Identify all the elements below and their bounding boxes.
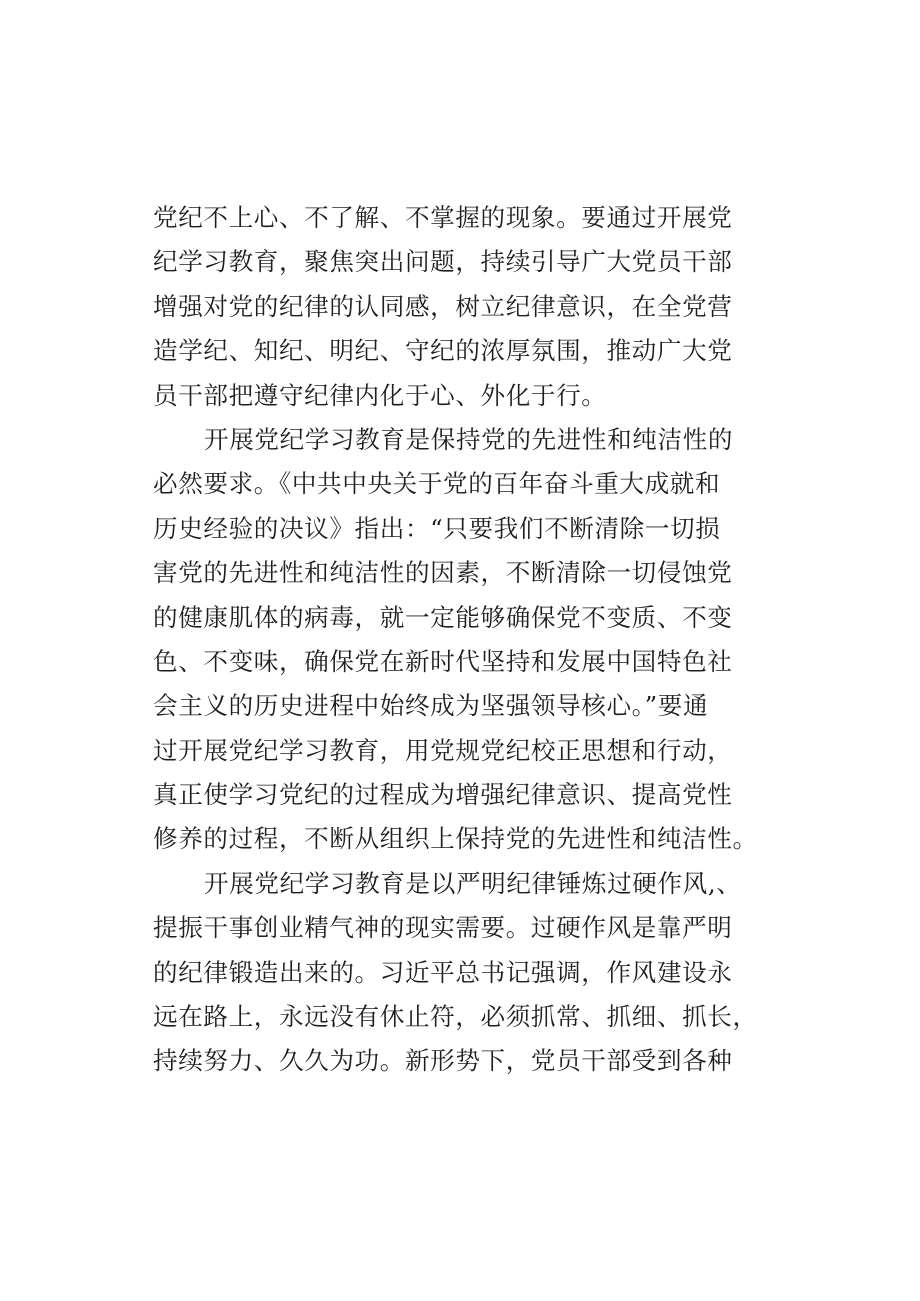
text-line: 修养的过程，不断从组织上保持党的先进性和纯洁性。 — [153, 824, 758, 854]
text-line: 害党的先进性和纯洁性的因素，不断清除一切侵蚀党 — [153, 558, 733, 588]
text-line: 的健康肌体的病毒，就一定能够确保党不变质、不变 — [153, 602, 733, 632]
text-line: 过开展党纪学习教育，用党规党纪校正思想和行动， — [153, 735, 733, 765]
text-line: 员干部把遵守纪律内化于心、外化于行。 — [153, 380, 607, 410]
text-line: 的纪律锻造出来的。习近平总书记强调，作风建设永 — [153, 957, 733, 987]
text-line: 真正使学习党纪的过程成为增强纪律意识、提高党性 — [153, 780, 733, 810]
text-line: 历史经验的决议》指出：“只要我们不断清除一切损 — [153, 513, 721, 543]
text-line: 提振干事创业精气神的现实需要。过硬作风是靠严明 — [153, 913, 733, 943]
body-text — [153, 196, 773, 1084]
paragraph-first-line: 开展党纪学习教育是保持党的先进性和纯洁性的 — [204, 424, 734, 454]
text-line: 远在路上，永远没有休止符，必须抓常、抓细、抓长， — [153, 1002, 758, 1032]
text-line: 党纪不上心、不了解、不掌握的现象。要通过开展党 — [153, 203, 733, 232]
text-line: 持续努力、久久为功。新形势下，党员干部受到各种 — [153, 1046, 733, 1076]
paragraph-first-line: 开展党纪学习教育是以严明纪律锤炼过硬作风,、 — [204, 868, 742, 898]
text-line: 纪学习教育，聚焦突出问题，持续引导广大党员干部 — [153, 247, 733, 277]
text-line: 必然要求。《中共中央关于党的百年奋斗重大成就和 — [153, 469, 721, 499]
text-line: 会主义的历史进程中始终成为坚强领导核心。”要通 — [153, 691, 709, 721]
text-line: 增强对党的纪律的认同感，树立纪律意识，在全党营 — [153, 291, 733, 321]
text-line: 造学纪、知纪、明纪、守纪的浓厚氛围，推动广大党 — [153, 336, 733, 366]
text-line: 色、不变味，确保党在新时代坚持和发展中国特色社 — [153, 646, 733, 676]
